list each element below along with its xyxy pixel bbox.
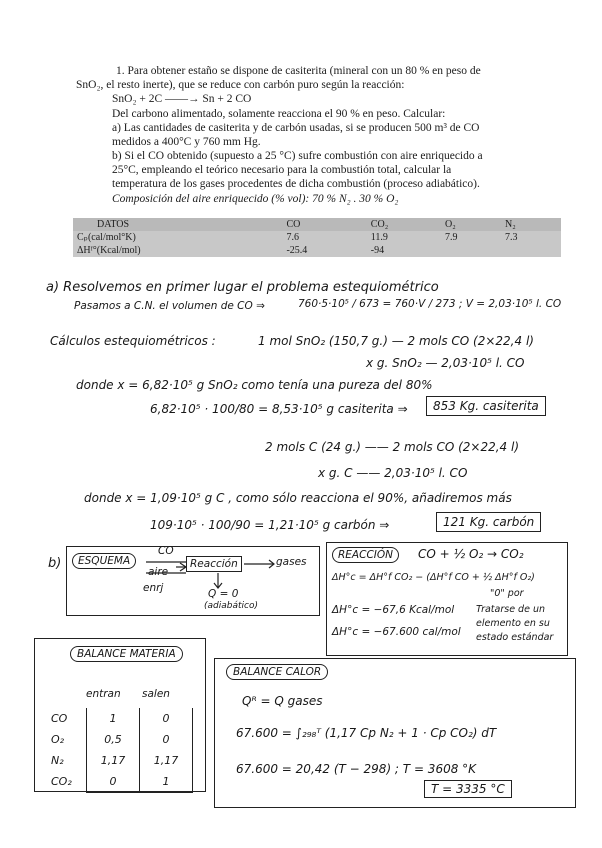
problem-line-2: SnO₂, el resto inerte), que se reduce con carbón puro según la reacción: — [76, 79, 405, 91]
bal-cell: O₂ — [51, 733, 65, 746]
data-table-header — [73, 218, 561, 231]
bal-row — [50, 750, 193, 771]
problem-line-3: Del carbono alimentado, solamente reacciona el 90 % en peso. Calcular: — [112, 108, 446, 120]
data-table-row — [73, 244, 561, 257]
data-table-header-cell: CO₂ — [370, 219, 389, 230]
esquema-input-co: CO — [158, 545, 174, 557]
problem-line-5: medidos a 400°C y 760 mm Hg. — [112, 136, 261, 148]
esquema-q-note: (adiabático) — [204, 601, 258, 611]
problem-line-4: a) Las cantidades de casiterita y de carbón usadas, si se producen 500 m³ de CO — [112, 122, 480, 134]
sol-a-line-6: 6,82·10⁵ · 100/80 = 8,53·10⁵ g casiterita ⇒ — [150, 402, 408, 416]
sol-a-line-5: donde x = 6,82·10⁵ g SnO₂ como tenía una pureza del 80% — [76, 378, 433, 392]
esquema-q: Q = 0 — [208, 588, 239, 600]
data-table-cell: -25.4 — [286, 245, 308, 256]
data-table-cell: Cₚ(cal/mol°K) — [77, 232, 136, 243]
data-table-cell: -94 — [370, 245, 385, 256]
balance-calor-title: BALANCE CALOR — [226, 664, 328, 680]
esquema-output: gases — [276, 556, 307, 568]
bal-cell: CO₂ — [51, 775, 72, 789]
esquema-arrows — [66, 546, 318, 614]
result-carbon-box: 121 Kg. carbón — [436, 512, 541, 532]
esquema-title: ESQUEMA — [72, 553, 136, 569]
sol-a-line-3-eq: 1 mol SnO₂ (150,7 g.) — 2 mols CO (2×22,4 l) — [258, 334, 534, 348]
problem-reaction: SnO₂ + 2C ——→ Sn + 2 CO — [112, 93, 252, 105]
calor-line-2: 67.600 = ∫₂₉₈ᵀ (1,17 Cp N₂ + 1 · Cp CO₂) dT — [236, 726, 497, 740]
data-table — [73, 218, 561, 257]
problem-line-1: 1. Para obtener estaño se dispone de casiterita (mineral con un 80 % en peso de — [116, 65, 481, 77]
sol-a-line-2: Pasamos a C.N. el volumen de CO ⇒ — [74, 300, 265, 312]
reaccion-note-1: Tratarse de un — [476, 604, 545, 615]
reaccion-note-3: estado estándar — [476, 632, 554, 643]
bal-header-salen: salen — [142, 688, 170, 700]
esquema-reactor: Reacción — [186, 556, 242, 572]
bal-cell: CO — [51, 712, 68, 725]
bal-row — [50, 729, 193, 750]
reaccion-dh-1: ΔH°c = ΔH°f CO₂ − (ΔH°f CO + ½ ΔH°f O₂) — [332, 572, 535, 583]
reaccion-dh-2: ΔH°c = −67,6 Kcal/mol — [332, 604, 455, 616]
sol-a-line-10: 109·10⁵ · 100/90 = 1,21·10⁵ g carbón ⇒ — [150, 518, 390, 532]
calor-line-1: Qᴿ = Q gases — [242, 694, 323, 708]
sol-a-line-1: a) Resolvemos en primer lugar el problema estequiométrico — [46, 280, 439, 295]
data-table-cell: ΔHᶠ°(Kcal/mol) — [77, 245, 141, 256]
sol-a-line-9: donde x = 1,09·10⁵ g C , como sólo reacciona el 90%, añadiremos más — [84, 491, 512, 505]
result-temperature-box: T = 3335 °C — [424, 780, 512, 798]
bal-cell: 1 — [87, 708, 140, 729]
data-table-cell: 7.9 — [445, 232, 458, 243]
data-table-header-cell: O₂ — [445, 219, 456, 230]
sol-b-label: b) — [48, 556, 62, 571]
balance-materia-table — [50, 708, 193, 793]
data-table-header-cell: DATOS — [97, 219, 130, 230]
bal-cell: 1,17 — [87, 750, 140, 771]
sol-a-line-4: x g. SnO₂ — 2,03·10⁵ l. CO — [366, 356, 525, 370]
reaccion-note-2: elemento en su — [476, 618, 550, 629]
data-table-row — [73, 231, 561, 244]
reaccion-title: REACCIÓN — [332, 547, 399, 563]
sol-a-line-8: x g. C —— 2,03·10⁵ l. CO — [318, 466, 468, 480]
esquema-input-aire: aire — [148, 566, 169, 578]
data-table-cell: 7.3 — [505, 232, 518, 243]
result-casiterita-box: 853 Kg. casiterita — [426, 396, 546, 416]
bal-header-entran: entran — [86, 688, 121, 700]
problem-line-8: temperatura de los gases procedentes de dicha combustión (proceso adiabático). — [112, 178, 480, 190]
balance-materia-title: BALANCE MATERIA — [70, 646, 183, 662]
bal-cell: 1 — [140, 771, 193, 793]
bal-cell: 0 — [87, 771, 140, 793]
data-table-cell: 11.9 — [370, 232, 388, 243]
sol-a-line-7: 2 mols C (24 g.) —— 2 mols CO (2×22,4 l) — [265, 440, 520, 454]
reaccion-equation: CO + ½ O₂ → CO₂ — [418, 547, 524, 561]
sol-a-line-2-eq: 760·5·10⁵ / 673 = 760·V / 273 ; V = 2,03·10⁵ l. CO — [298, 298, 562, 310]
sol-a-line-3: Cálculos estequiométricos : — [50, 334, 216, 348]
esquema-input-note: enrj — [143, 582, 164, 594]
reaccion-zero-note: "0" por — [490, 588, 524, 599]
bal-cell: 1,17 — [140, 750, 193, 771]
data-table-cell — [501, 244, 561, 257]
problem-line-7: 25°C, empleando el teórico necesario para la combustión total, calcular la — [112, 164, 452, 176]
bal-cell: 0,5 — [87, 729, 140, 750]
data-table-header-cell: CO — [286, 219, 301, 230]
bal-cell: N₂ — [51, 754, 64, 767]
calor-line-3: 67.600 = 20,42 (T − 298) ; T = 3608 °K — [236, 762, 477, 776]
bal-cell: 0 — [140, 708, 193, 729]
bal-cell: 0 — [140, 729, 193, 750]
problem-line-9: Composición del aire enriquecido (% vol): 70 % N₂ . 30 % O₂ — [112, 193, 399, 205]
data-table-cell — [441, 244, 501, 257]
bal-row — [50, 708, 193, 729]
bal-row — [50, 771, 193, 793]
problem-line-6: b) Si el CO obtenido (supuesto a 25 °C) sufre combustión con aire enriquecido a — [112, 150, 483, 162]
data-table-cell: 7.6 — [286, 232, 299, 243]
data-table-header-cell: N₂ — [505, 219, 516, 230]
reaccion-dh-3: ΔH°c = −67.600 cal/mol — [332, 626, 461, 638]
